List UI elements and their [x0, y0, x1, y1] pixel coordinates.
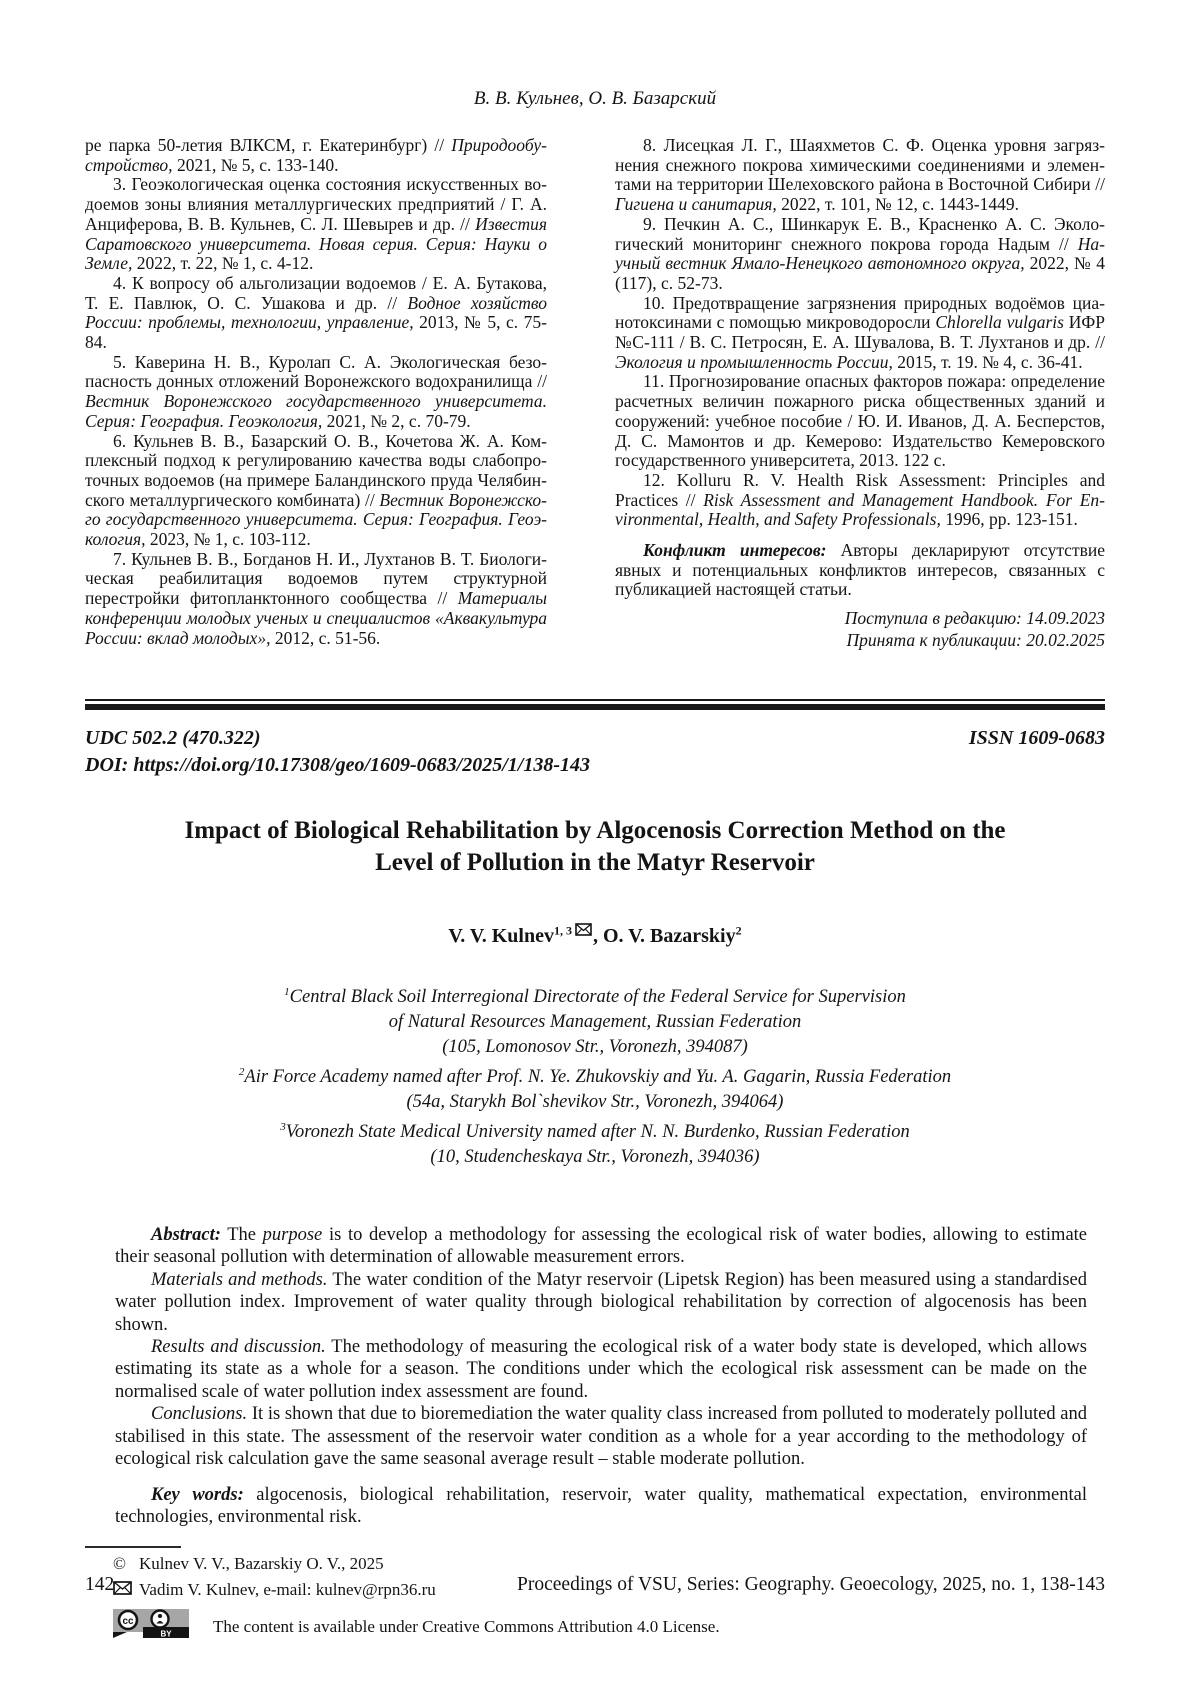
ref: 6. Кульнев В. В., Базарский О. В., Кочетова Ж. А. Комплексный подход к регулированию качества воды слабопроточных водоемов (на примере Баландинского пруда Челябинского металлургического комбината) // Вестник Воронежского государственного университета. Серия: География. Геоэкология, 2023, № 1, с. 103-112. — [85, 430, 547, 550]
ref: 5. Каверина Н. В., Куролап С. А. Экологическая безопасность донных отложений Воронежского водохранилища // Вестник Воронежского государственного университета. Серия: География. Геоэкология, 2021, № 2, с. 70-79. — [85, 351, 547, 431]
references-left-column — [85, 136, 547, 651]
ref: 10. Предотвращение загрязнения природных водоёмов цианотоксинами с помощью микроводоросли Chlorella vulgaris ИФР №С-111 / В. С. Петросян, Е. А. Шувалова, В. Т. Лухтанов и др. // Экология и промышленность России, 2015, т. 19. № 4, с. 36-41. — [615, 292, 1105, 372]
udc-label: UDC 502.2 (470.322) — [85, 726, 261, 749]
references-section — [85, 136, 1105, 651]
page-number: 142 — [85, 1574, 115, 1595]
ref: 11. Прогнозирование опасных факторов пожара: определение расчетных величин пожарного риска общественных зданий и сооружений: учебное пособие / Ю. И. Иванов, Д. А. Бесперстов, Д. С. Мамонтов и др. Кемерово: Издательство Кемеровского государственного университета, 2013. 122 с. — [615, 371, 1105, 471]
divider-thick-rule — [85, 704, 1105, 710]
author-name-2: O. V. Bazarskiy — [602, 924, 736, 947]
cc-license-row — [113, 1609, 1105, 1643]
journal-footer-line: Proceedings of VSU, Series: Geography. Geoecology, 2025, no. 1, 138-143 — [517, 1574, 1105, 1595]
affil: $^3$Voronezh State Medical University named after N. N. Burdenko, Russian Federation — [280, 1120, 910, 1143]
date: Принята к публикации: 20.02.2025 — [846, 629, 1105, 650]
affil: of Natural Resources Management, Russian Federation — [388, 1011, 802, 1032]
author-sup-2: 2 — [735, 922, 742, 937]
abs: Results and discussion. The methodology of measuring the ecological risk of a water body state is developed, which allows estimating its state as a whole for a season. The conditions under which the ecological risk assessment can be made on the normalised scale of water pollution index assessment are found. — [115, 1337, 1087, 1402]
affiliations-block — [85, 980, 1105, 1170]
copyright-line — [113, 1553, 1105, 1574]
by-label: BY — [160, 1629, 172, 1639]
date-first: Поступила в редакцию: 14.09.2023 — [844, 608, 1105, 629]
abs: Materials and methods. The water condition of the Matyr reservoir (Lipetsk Region) has been measured using a standardised water pollution index. Improvement of water quality through biological rehabilitation by correction of algocenosis has been shown. — [115, 1269, 1087, 1335]
svg-text:cc: cc — [122, 1616, 134, 1628]
ref: 9. Печкин А. С., Шинкарук Е. В., Красненко А. С. Экологический мониторинг снежного покрова города Надым // Научный вестник Ямало-Ненецкого автономного округа, 2022, № 4 (117), с. 52-73. — [615, 213, 1105, 293]
copyright-text: Kulnev V. V., Bazarskiy O. V., 2025 — [139, 1554, 384, 1574]
email-text[interactable]: Vadim V. Kulnev, e-mail: kulnev@rpn36.ru — [139, 1580, 436, 1600]
affil: $^1$Central Black Soil Interregional Directorate of the Federal Service for Supervision — [284, 985, 906, 1007]
ref: 4. К вопросу об альголизации водоемов / Е. А. Бутакова, Т. Е. Павлюк, О. С. Ушакова и др. // Водное хозяйство России: проблемы, технологии, управление, 2013, № 5, с. 75-84. — [85, 272, 547, 353]
abstract-block — [115, 1224, 1087, 1528]
running-head: В. В. Кульнев, О. В. Базарский — [473, 88, 717, 109]
cc-license-text: The content is available under Creative Commons Attribution 4.0 License. — [213, 1616, 720, 1636]
references-right-column — [615, 136, 1105, 651]
author-sup-1: 1, 3 — [553, 922, 572, 937]
divider-thin-rule — [85, 699, 1105, 701]
footnote-rule — [85, 1546, 181, 1548]
affil: (54a, Starykh Bol`shevikov Str., Voronezh, 394064) — [406, 1091, 784, 1112]
article-title: Impact of Biological Rehabilitation by Algocenosis Correction Method on the Level of Pollution in the Matyr Reservoir — [184, 816, 1006, 876]
affil: (10, Studencheskaya Str., Voronezh, 394036) — [430, 1147, 760, 1168]
affil: $^2$Air Force Academy named after Prof. N. Ye. Zhukovskiy and Yu. A. Gagarin, Russia Federation — [238, 1065, 952, 1087]
section-divider — [85, 699, 1105, 710]
authors-separator: , — [592, 924, 603, 947]
abs: Conclusions. It is shown that due to bioremediation the water quality class increased from polluted to moderately polluted and stabilised in this state. The assessment of the reservoir water condition as a whole for a year according to the methodology of ecological risk calculation gave the same seasonal average result – stable moderate pollution. — [115, 1404, 1087, 1470]
doi-line[interactable]: DOI: https://doi.org/10.17308/geo/1609-0683/2025/1/138-143 — [85, 753, 590, 776]
meta-row — [85, 726, 1105, 750]
ref: 12. Kolluru R. V. Health Risk Assessment: Principles and Practices // Risk Assessment and Management Handbook. For Environmental, Health, and Safety Professionals, 1996, pp. 123-151. — [615, 469, 1105, 530]
cc-by-badge — [113, 1609, 189, 1643]
issn-label: ISSN 1609-0683 — [968, 726, 1105, 749]
kw: Key words: algocenosis, biological rehabilitation, reservoir, water quality, mathematical expectation, environmental technologies, environmental risk. — [115, 1484, 1087, 1527]
ref: 8. Лисецкая Л. Г., Шаяхметов С. Ф. Оценка уровня загрязнения снежного покрова химическими соединениями и элементами на территории Шелеховского района в Восточной Сибири // Гигиена и санитария, 2022, т. 101, № 12, с. 1443-1449. — [615, 135, 1105, 215]
ref: 7. Кульнев В. В., Богданов Н. И., Лухтанов В. Т. Биологическая реабилитация водоемов путем структурной перестройки фитопланктонного сообщества // Материалы конференции молодых ученых и специалистов «Аквакультура России: вклад молодых», 2012, с. 51-56. — [85, 548, 547, 648]
ref-cont: ре парка 50-летия ВЛКСМ, г. Екатеринбург) // Природообустройство, 2021, № 5, с. 133-140. — [85, 135, 547, 175]
envelope-icon — [575, 919, 592, 942]
abs: Abstract: The purpose is to develop a methodology for assessing the ecological risk of water bodies, allowing to estimate their seasonal pollution with determination of allowable measurement errors. — [115, 1225, 1088, 1268]
ref: 3. Геоэкологическая оценка состояния искусственных водоемов зоны влияния металлургических предприятий / Г. А. Анциферова, В. В. Кульнев, С. Л. Шевырев и др. // Известия Саратовского университета. Новая серия. Серия: Науки о Земле, 2022, т. 22, № 1, с. 4-12. — [85, 174, 547, 274]
copyright-symbol: © — [113, 1554, 126, 1574]
author-name-1: V. V. Kulnev — [448, 924, 554, 947]
page-footer — [85, 1574, 1105, 1596]
conflict: Конфликт интересов: Авторы декларируют отсутствие явных и потенциальных конфликтов интересов, связанных с публикацией настоящей статьи. — [615, 540, 1105, 600]
affil: (105, Lomonosov Str., Voronezh, 394087) — [442, 1036, 748, 1057]
authors-line — [85, 919, 1105, 948]
person-icon — [152, 1611, 169, 1628]
